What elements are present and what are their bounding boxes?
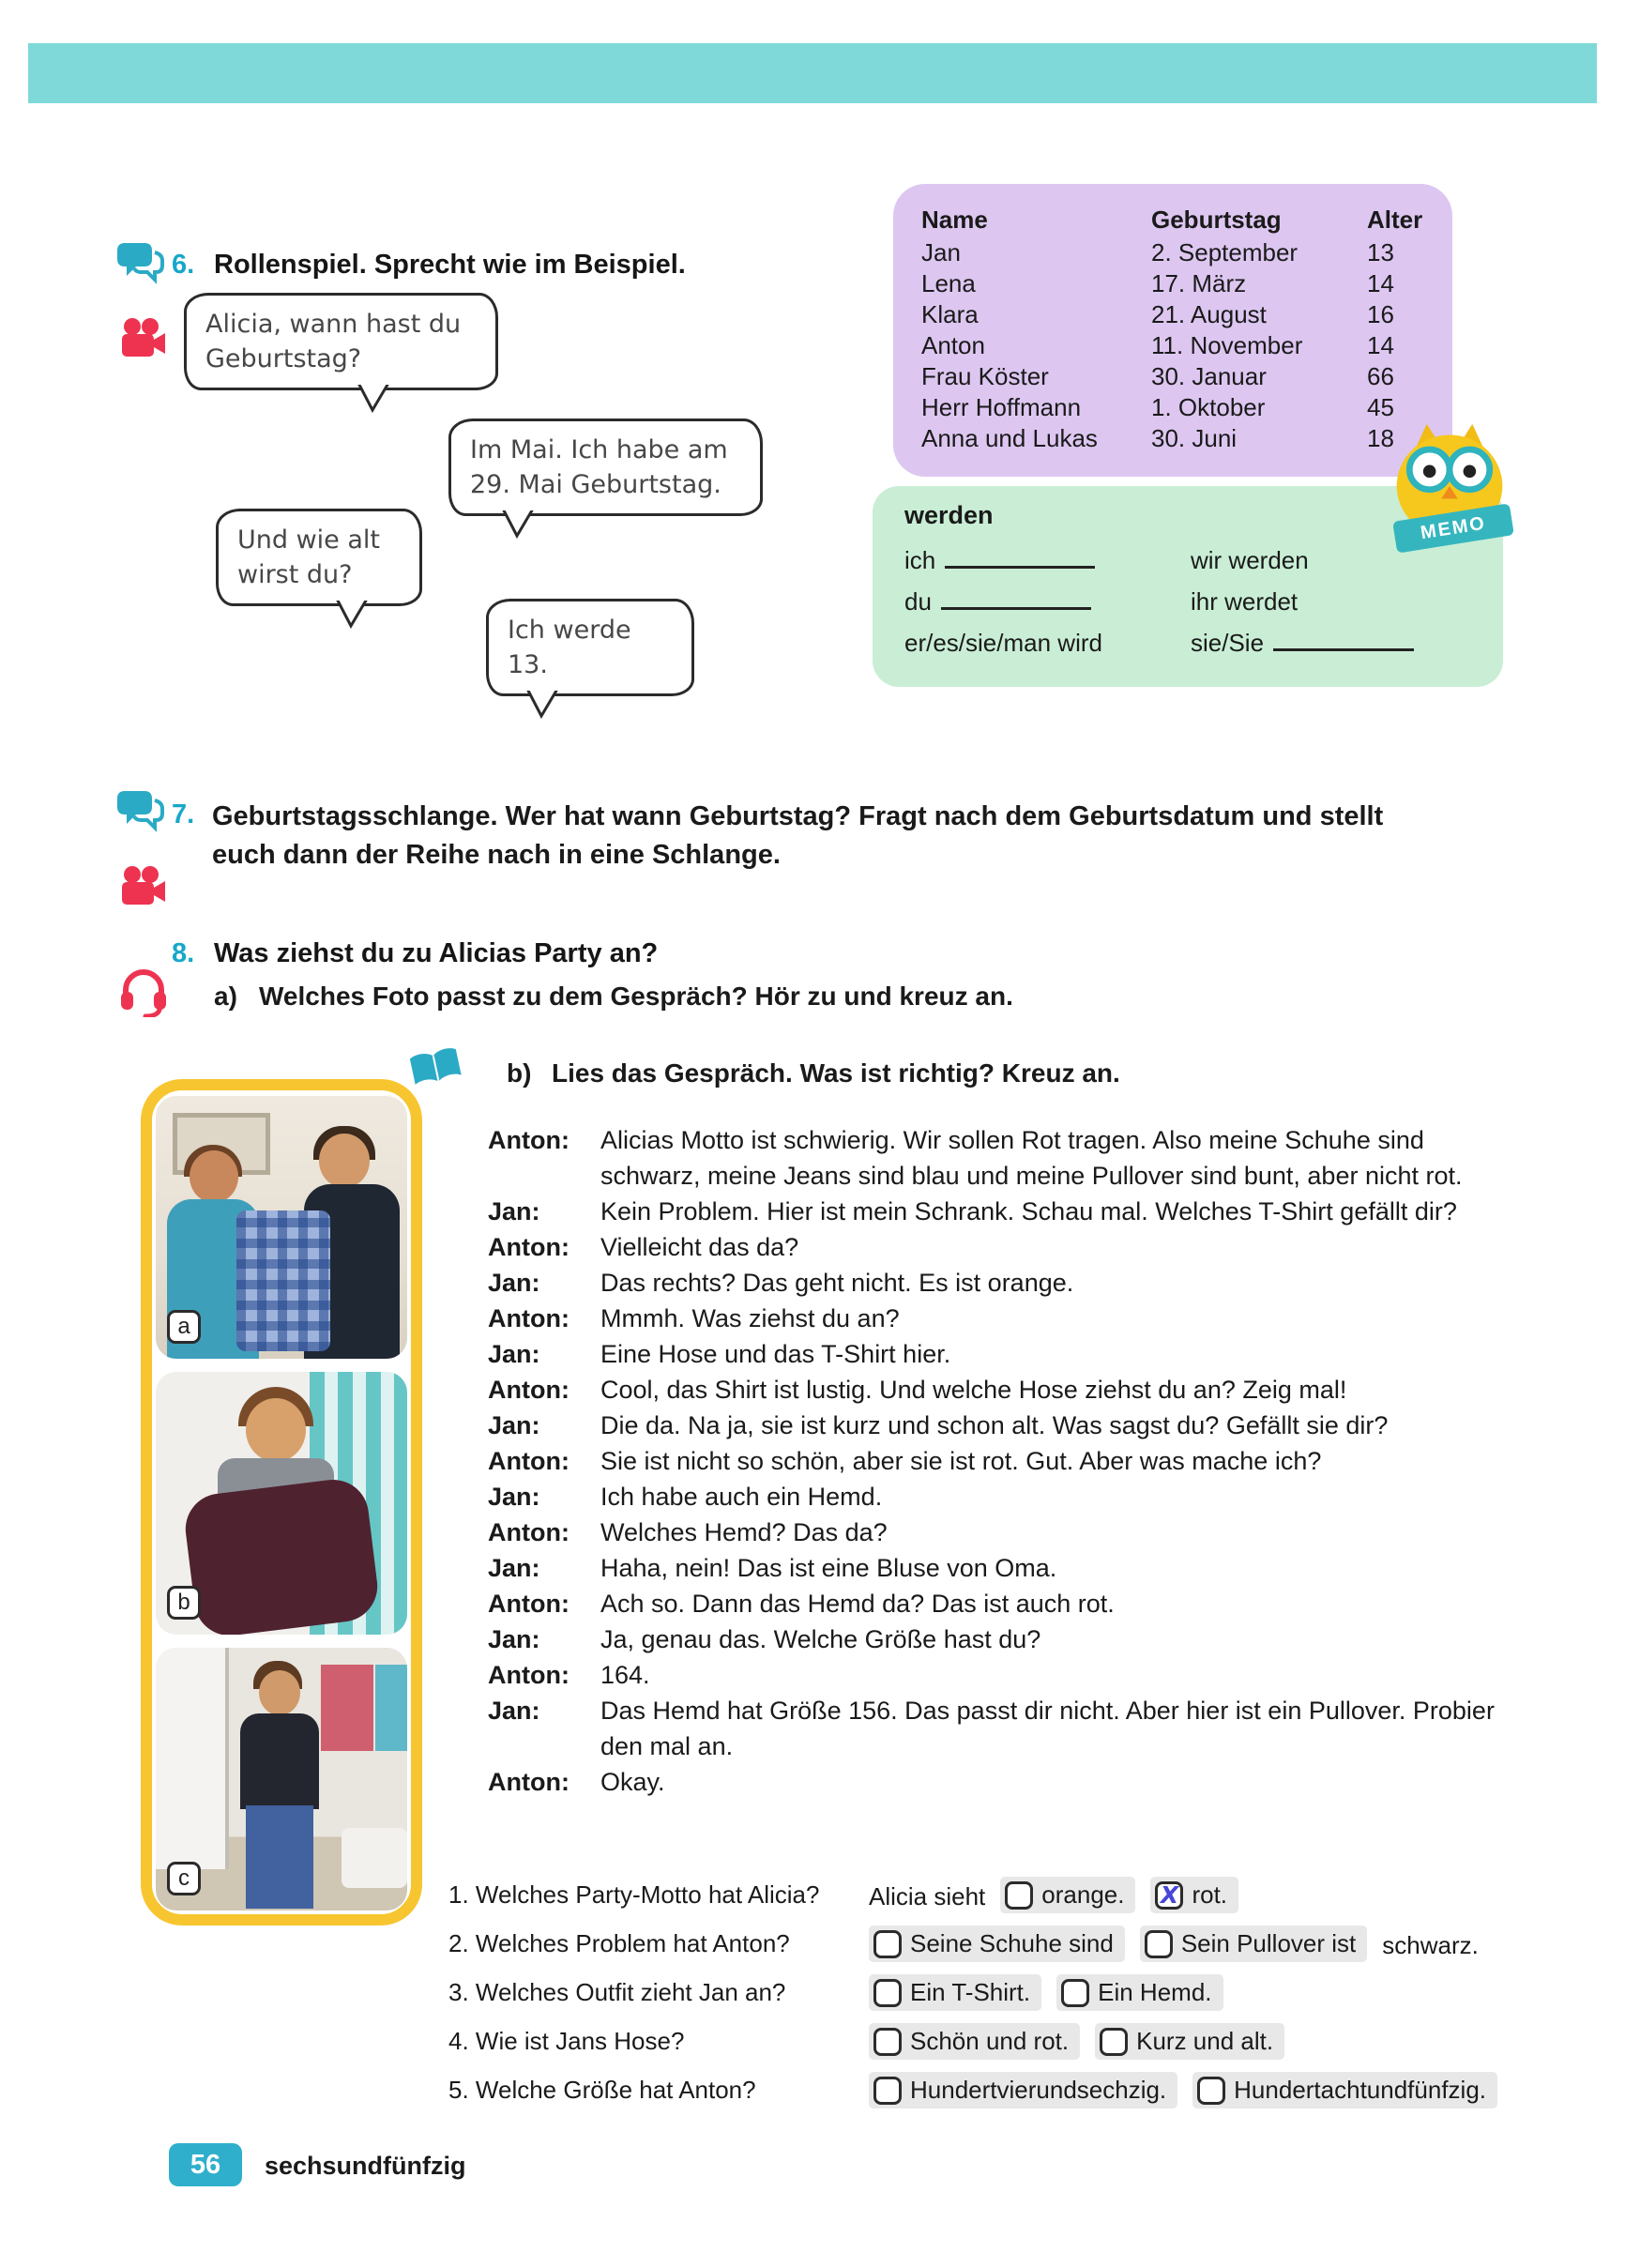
checkbox[interactable] [1197,2077,1225,2105]
speaker-name: Jan: [488,1197,540,1225]
speaking-icon [114,788,165,838]
memo-label: ich [904,546,936,574]
speaker-text: Welches Hemd? Das da? [600,1518,888,1546]
question-text: 2. Welches Problem hat Anton? [448,1929,790,1957]
speaker-name: Anton: [488,1768,570,1796]
dialogue-line [488,1408,1512,1443]
fill-in-blank[interactable] [1273,631,1414,651]
exercise8b-label: b) [507,1058,532,1088]
cell-age: 16 [1367,300,1394,328]
memo-label: wir werden [1191,546,1309,574]
exercise6-title: Rollenspiel. Sprecht wie im Beispiel. [214,250,686,280]
dialogue-line [488,1122,1512,1194]
answer-option [869,1974,1041,2011]
speaker-name: Anton: [488,1590,570,1618]
cell-age: 13 [1367,238,1394,266]
speaker-text: Haha, nein! Das ist eine Bluse von Oma. [600,1554,1057,1582]
page-number-word: sechsundfünfzig [265,2152,466,2180]
question-row [448,2023,1556,2061]
checkbox[interactable] [873,1979,902,2007]
speaker-name: Jan: [488,1625,540,1653]
exercise7-number: 7. [172,799,195,830]
video-camera-icon [120,865,167,913]
speaker-name: Anton: [488,1376,570,1404]
cell-date: 21. August [1151,300,1267,328]
speaker-name: Jan: [488,1483,540,1511]
speaker-name: Jan: [488,1269,540,1297]
memo-cell [904,629,1191,658]
exercise7-title: Geburtstagsschlange. Wer hat wann Geburtstag? Fragt nach dem Geburtsdatum und stellt euch dann der Reihe nach in eine Schlange. [212,801,1384,870]
question-text: 4. Wie ist Jans Hose? [448,2027,685,2055]
decorative-shape [236,1210,330,1351]
speaker-name: Jan: [488,1340,540,1368]
answer-option [869,2023,1080,2060]
memo-label: ihr werdet [1191,587,1298,616]
exercise8b-text: Lies das Gespräch. Was ist richtig? Kreuz an. [552,1058,1120,1088]
memo-label: sie/Sie [1191,629,1265,657]
answer-option [1150,1877,1238,1913]
speaker-name: Anton: [488,1518,570,1546]
bubble-tail [525,691,559,719]
option-label: Kurz und alt. [1136,2027,1274,2055]
memo-title: werden [904,501,994,529]
cell-age: 45 [1367,393,1394,421]
speech-bubble-3-text: Und wie alt wirst du? [237,525,381,589]
speaker-text: Ja, genau das. Welche Größe hast du? [600,1625,1041,1653]
table-row [921,361,1452,392]
speaker-text: Die da. Na ja, sie ist kurz und schon alt. Was sagst du? Gefällt sie dir? [600,1411,1389,1439]
option-label: Sein Pullover ist [1180,1929,1357,1957]
exercise6-number: 6. [172,250,195,280]
speech-bubble-4-text: Ich werde 13. [508,616,631,679]
birthday-table [893,184,1452,477]
speaker-text: 164. [600,1661,650,1689]
decorative-shape [321,1665,373,1751]
table-header-row [921,205,1452,236]
decorative-shape [240,1713,319,1809]
answer-option [1140,1926,1367,1962]
decorative-shape [246,1805,313,1909]
question-row [448,2072,1556,2109]
question-row [448,1974,1556,2012]
dialogue-line [488,1336,1512,1372]
cell-name: Frau Köster [921,362,1049,390]
speaker-text: Kein Problem. Hier ist mein Schrank. Schau mal. Welches T-Shirt gefällt dir? [600,1197,1457,1225]
headphones-icon [118,965,169,1022]
answer-option [1000,1877,1135,1913]
checkbox[interactable] [1061,1979,1089,2007]
option-label: rot. [1192,1880,1228,1909]
header-band [28,43,1597,103]
cell-name: Herr Hoffmann [921,393,1082,421]
exercise8-number: 8. [172,938,195,968]
speaker-text: Okay. [600,1768,665,1796]
cell-date: 1. Oktober [1151,393,1266,421]
page-number-badge: 56 [169,2143,242,2186]
answer-prefix: Alicia sieht [869,1882,986,1910]
speaker-name: Anton: [488,1447,570,1475]
memo-cell [1191,587,1491,616]
table-row [921,299,1452,330]
decorative-shape [246,1398,306,1462]
question-text: 5. Welche Größe hat Anton? [448,2076,756,2104]
memo-cell [904,587,1191,616]
cell-age: 18 [1367,424,1394,452]
speaker-text: Sie ist nicht so schön, aber sie ist rot. Gut. Aber was mache ich? [600,1447,1322,1475]
bubble-tail [335,601,369,629]
table-row [921,330,1452,361]
speaker-name: Anton: [488,1661,570,1689]
cell-date: 30. Juni [1151,424,1238,452]
decorative-shape [181,1476,381,1635]
speech-bubble-2-text: Im Mai. Ich habe am 29. Mai Geburtstag. [470,435,728,499]
question-row [448,1926,1556,1963]
table-row [921,423,1452,454]
memo-label: er/es/sie/man wird [904,629,1102,657]
bubble-tail [357,385,390,413]
option-label: Schön und rot. [910,2027,1070,2055]
checkbox[interactable] [1100,2028,1128,2056]
checkbox[interactable] [873,2077,902,2105]
photo-a-checkbox[interactable]: a [167,1310,201,1344]
speech-bubble-1 [184,293,498,390]
exercise8-title: Was ziehst du zu Alicias Party an? [214,938,659,968]
exercise8a-label: a) [214,982,237,1011]
decorative-shape [375,1665,407,1751]
speaker-text: Das Hemd hat Größe 156. Das passt dir nicht. Aber hier ist ein Pullover. Probier den mal an. [600,1697,1495,1760]
photo-c-checkbox[interactable]: c [167,1862,201,1895]
bubble-tail [501,510,535,539]
decorative-shape [259,1670,300,1715]
col-header-geburtstag: Geburtstag [1151,205,1282,234]
answer-option [869,2072,1177,2108]
dialogue-line [488,1301,1512,1336]
cell-date: 11. November [1151,331,1303,359]
dialogue-line [488,1194,1512,1229]
answer-option [1056,1974,1223,2011]
speech-bubble-3 [216,509,422,606]
dialogue-line [488,1550,1512,1586]
photo-b-checkbox[interactable]: b [167,1586,201,1620]
speaker-name: Jan: [488,1554,540,1582]
comprehension-questions [448,1877,1556,2121]
checkbox[interactable] [873,2028,902,2056]
dialogue-line [488,1265,1512,1301]
video-camera-icon [120,317,167,365]
question-text: 1. Welches Party-Motto hat Alicia? [448,1880,820,1909]
cell-age: 14 [1367,331,1394,359]
speaker-name: Anton: [488,1126,570,1154]
decorative-shape [156,1648,229,1869]
col-header-alter: Alter [1367,205,1423,234]
cell-date: 17. März [1151,269,1247,297]
speaker-name: Jan: [488,1411,540,1439]
dialogue-line [488,1693,1512,1764]
speaking-icon [114,240,165,290]
speech-bubble-4 [486,599,694,696]
book-icon [405,1043,468,1099]
speaker-name: Anton: [488,1304,570,1332]
cell-age: 66 [1367,362,1394,390]
cell-name: Anton [921,331,985,359]
dialogue [488,1122,1512,1800]
decorative-shape [342,1828,407,1888]
speaker-text: Ich habe auch ein Hemd. [600,1483,883,1511]
fill-in-blank[interactable] [941,589,1091,610]
table-row [921,237,1452,268]
answer-option [1095,2023,1284,2060]
answer-option [869,1926,1125,1962]
answer-suffix: schwarz. [1382,1931,1479,1959]
speech-bubble-2 [448,419,763,516]
dialogue-line [488,1515,1512,1550]
dialogue-line [488,1372,1512,1408]
decorative-shape [319,1134,370,1188]
speaker-text: Alicias Motto ist schwierig. Wir sollen Rot tragen. Also meine Schuhe sind schwarz, meine Jeans sind blau und meine Pullover sind bunt, aber nicht rot. [600,1126,1463,1190]
speaker-name: Jan: [488,1697,540,1725]
speaker-text: Vielleicht das da? [600,1233,799,1261]
checkbox[interactable] [1145,1930,1173,1958]
option-label: Hundertachtundfünfzig. [1234,2076,1487,2104]
speaker-text: Mmmh. Was ziehst du an? [600,1304,900,1332]
dialogue-line [488,1443,1512,1479]
speech-bubble-1-text: Alicia, wann hast du Geburtstag? [205,310,462,373]
question-row [448,1877,1556,1914]
checkbox[interactable]: X [1155,1881,1183,1910]
cell-name: Anna und Lukas [921,424,1098,452]
answer-option [1192,2072,1497,2108]
decorative-shape [190,1150,238,1203]
cell-age: 14 [1367,269,1394,297]
table-row [921,268,1452,299]
speaker-text: Das rechts? Das geht nicht. Es ist orange. [600,1269,1074,1297]
dialogue-line [488,1586,1512,1621]
cell-date: 30. Januar [1151,362,1267,390]
cell-name: Klara [921,300,979,328]
option-label: orange. [1041,1880,1125,1909]
speaker-text: Eine Hose und das T-Shirt hier. [600,1340,951,1368]
memo-conjugation-grid [904,546,1491,658]
cell-date: 2. September [1151,238,1298,266]
dialogue-line [488,1479,1512,1515]
option-label: Ein T-Shirt. [910,1978,1031,2006]
cell-name: Jan [921,238,961,266]
option-label: Hundertvierundsechzig. [910,2076,1167,2104]
option-label: Ein Hemd. [1098,1978,1212,2006]
dialogue-line [488,1657,1512,1693]
speaker-text: Cool, das Shirt ist lustig. Und welche Hose ziehst du an? Zeig mal! [600,1376,1347,1404]
memo-cell [1191,629,1491,658]
col-header-name: Name [921,205,988,234]
dialogue-line [488,1229,1512,1265]
speaker-name: Anton: [488,1233,570,1261]
cell-name: Lena [921,269,976,297]
table-row [921,392,1452,423]
memo-cell [904,546,1191,575]
memo-badge: MEMO [1392,503,1514,553]
dialogue-line [488,1764,1512,1800]
option-label: Seine Schuhe sind [910,1929,1114,1957]
question-text: 3. Welches Outfit zieht Jan an? [448,1978,786,2006]
dialogue-line [488,1621,1512,1657]
fill-in-blank[interactable] [945,548,1095,569]
exercise8a-text: Welches Foto passt zu dem Gespräch? Hör zu und kreuz an. [259,982,1013,1011]
checkbox[interactable] [1005,1881,1033,1910]
checkbox[interactable] [873,1930,902,1958]
memo-label: du [904,587,932,616]
speaker-text: Ach so. Dann das Hemd da? Das ist auch rot. [600,1590,1115,1618]
